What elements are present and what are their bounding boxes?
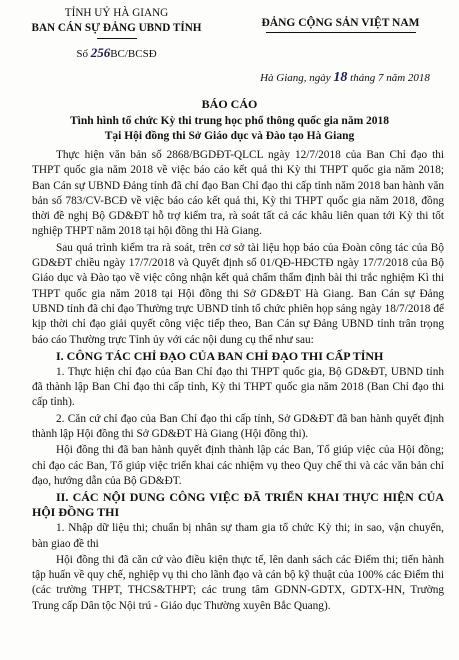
document-number bbox=[14, 45, 219, 62]
document-subtitle bbox=[0, 114, 459, 144]
agency-name: BAN CÁN SỰ ĐẢNG UBND TỈNH bbox=[31, 22, 202, 34]
party-committee-name: TỈNH UỶ HÀ GIANG bbox=[64, 7, 169, 19]
body-paragraph: 2. Căn cứ chỉ đạo của Ban Chỉ đạo thi cấp tỉnh, Sở GD&ĐT đã ban hành quyết định thành lập Hội đồng thi Sở GD&ĐT Hà Giang (Hội đồng thi). bbox=[32, 412, 444, 441]
date-prefix: Hà Giang, ngày bbox=[260, 72, 331, 84]
party-underline bbox=[266, 32, 416, 33]
body-paragraph: Hội đồng thi đã ban hành quyết định thành lập các Ban, Tổ giúp việc của Hội đồng; chỉ đạo các Ban, Tổ giúp việc triển khai các nhiệm vụ theo Quy chế thi và các văn bản chỉ đạo, hướng dẫn của Bộ GD&ĐT. bbox=[32, 444, 444, 487]
document-body bbox=[32, 148, 444, 615]
handwritten-number: 256 bbox=[90, 45, 111, 60]
body-paragraph: Hội đồng thi đã căn cứ vào điều kiện thực tế, lên danh sách các Điểm thi; tiến hành tập huấn về quy chế, nghiệp vụ thi cho lãnh đạo và cán bộ kỹ thuật của 100% các Điểm thi (các trường THPT, THCS&THPT; các trung tâm GDNN-GDTX, GDTX-HN, Trường Trung cấp Dân tộc Nội trú - Giáo dục Thường xuyên Bắc Quang). bbox=[32, 553, 444, 612]
party-heading-block bbox=[238, 16, 443, 33]
issue-date bbox=[240, 70, 450, 86]
agency-underline bbox=[97, 38, 137, 39]
body-paragraph: Sau quá trình kiểm tra rà soát, trên cơ sở tài liệu họp báo của Đoàn công tác của Bộ GD&ĐT chiều ngày 17/7/2018 và Quyết định số 01/QĐ-HĐCTĐ ngày 17/7/2018 của Bộ Giáo dục và Đào tạo về việc công nhận kết quả chấm thẩm định bài thi trắc nghiệm Kì thi THPT quốc gia năm 2018 tại Hội đồng thi Sở GD&ĐT Hà Giang. Ban Cán sự Đảng UBND tỉnh đã chỉ đạo Thường trực UBND tỉnh tổ chức phiên họp sáng ngày 18/7/2018 để kịp thời chỉ đạo giải quyết công việc tiếp theo, Ban Cán sự Đảng UBND tỉnh trân trọng báo cáo Thường trực Tỉnh ủy với các nội dung cụ thể như sau: bbox=[32, 241, 444, 346]
issuing-agency-block bbox=[14, 6, 219, 62]
date-suffix: tháng 7 năm 2018 bbox=[350, 72, 430, 84]
body-paragraph: 1. Thực hiện chỉ đạo của Ban Chỉ đạo thi THPT quốc gia, Bộ GD&ĐT, UBND tỉnh đã thành lập Ban Chỉ đạo thi cấp tỉnh, Kỳ thi THPT quốc gia năm 2018 (Ban Chỉ đạo thi cấp tỉnh). bbox=[32, 365, 444, 409]
section-heading: II. CÁC NỘI DUNG CÔNG VIỆC ĐÃ TRIỂN KHAI THỰC HIỆN CỦA HỘI ĐỒNG THI bbox=[32, 490, 444, 520]
number-prefix: Số bbox=[76, 48, 88, 60]
number-suffix: BC/BCSĐ bbox=[110, 48, 157, 60]
party-name: ĐẢNG CỘNG SẢN VIỆT NAM bbox=[261, 17, 420, 29]
subtitle-line-2: Tại Hội đồng thi Sở Giáo dục và Đào tạo Hà Giang bbox=[104, 130, 355, 142]
section-heading: I. CÔNG TÁC CHỈ ĐẠO CỦA BAN CHỈ ĐẠO THI CẤP TỈNH bbox=[56, 348, 384, 363]
handwritten-day: 18 bbox=[333, 70, 348, 85]
document-title: BÁO CÁO bbox=[201, 97, 258, 111]
subtitle-line-1: Tình hình tổ chức Kỳ thi trung học phổ thông quốc gia năm 2018 bbox=[69, 115, 390, 127]
body-paragraph: Thực hiện văn bản số 2868/BGDĐT-QLCL ngày 12/7/2018 của Ban Chỉ đạo thi THPT quốc gia năm 2018 về việc báo cáo kết quả thi Kỳ thi THPT quốc gia năm 2018; Ban Cán sự UBND Đảng tỉnh đã chỉ đạo Ban Chỉ đạo thi cấp tỉnh năm 2018 ban hành văn bản số 783/CV-BCĐ về việc báo cáo kết quả thi, Kỳ thi THPT quốc gia năm 2018, đồng thời đề nghị Bộ GD&ĐT hỗ trợ kiểm tra, rà soát tất cả các khâu liên quan tới Kỳ thi tốt nghiệp THPT năm 2018 tại hội đồng thi Hà Giang. bbox=[32, 149, 444, 238]
body-paragraph: 1. Nhập dữ liệu thi; chuẩn bị nhân sự tham gia tổ chức Kỳ thi; in sao, vận chuyển, bàn giao đề thi bbox=[32, 522, 444, 550]
